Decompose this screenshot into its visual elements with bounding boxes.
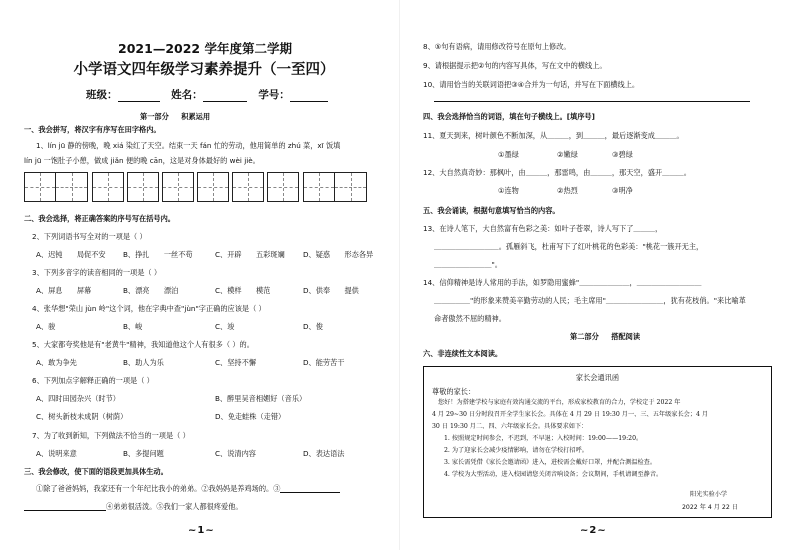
writing-grid-6[interactable] — [232, 172, 264, 202]
page-number-1: ~1~ — [188, 525, 215, 536]
q2-item4-opt-c[interactable]: C、竣 — [215, 322, 235, 331]
sec6-heading: 六、非连续性文本阅读。 — [423, 349, 503, 358]
sec5-heading: 五、我会诵读，根据句意填写恰当的内容。 — [423, 206, 560, 215]
q2-item3-opt-b[interactable]: B、漂亮 漂泊 — [123, 286, 179, 295]
q2-item2-opt-c[interactable]: C、开辟 五彩斑斓 — [215, 250, 285, 259]
writing-grid-3[interactable] — [127, 172, 159, 202]
q2-item3: 3、下列多音字的读音相同的一项是（ ） — [32, 268, 162, 277]
q3-line1-text: ①除了爸爸妈妈，我家还有一个年纪比我小的弟弟。②我妈妈是养鸡场的。③ — [36, 484, 281, 493]
q2-item5-opt-a[interactable]: A、敢为争先 — [36, 358, 77, 367]
q2-item5-opt-c[interactable]: C、坚持不懈 — [215, 358, 256, 367]
writing-grid-7[interactable] — [267, 172, 299, 202]
parent-meeting-notice — [423, 366, 772, 518]
q2-item2: 2、下列词语书写全对的一项是（ ） — [32, 232, 147, 241]
name-field[interactable] — [203, 101, 247, 102]
q2-item6: 6、下列加点字解释正确的一项是（ ） — [32, 376, 154, 385]
q3-blank-2[interactable] — [24, 510, 106, 511]
q2-item4-opt-d[interactable]: D、俊 — [303, 322, 323, 331]
notice-item-4: 4. 学校为大型活动，进入校园请您关闭音响设备；会议期间，手机请调至静音。 — [444, 471, 663, 478]
q2-item6-opt-c[interactable]: C、树头新枝未成阴（树荫） — [36, 412, 128, 421]
q13-line1: 13、在诗人笔下，大自然富有色彩之美：如叶子苍翠，诗人写下了＿＿＿， — [423, 224, 663, 233]
year-title: 2021—2022 学年度第二学期 — [118, 41, 292, 56]
sec4-heading: 四、我会选择恰当的词语，填在句子横线上。[填序号] — [423, 112, 595, 121]
q8: 8、⑤句有语病，请用修改符号在原句上修改。 — [423, 42, 571, 51]
writing-grid-2[interactable] — [92, 172, 124, 202]
class-label: 班级： — [86, 89, 118, 101]
number-field[interactable] — [290, 101, 328, 102]
notice-para-1: 您好！为搭建学校与家庭有效沟通交流的平台，形成家校教育的合力，学校定于 2022 年 — [438, 399, 681, 406]
q13-line3: ＿＿＿＿＿＿＿＿"。 — [434, 260, 502, 269]
q2-item2-opt-d[interactable]: D、疑惑 形态各异 — [303, 250, 374, 259]
q12: 12、大自然真奇妙：那枫叶，由＿＿＿，那雷鸣，由＿＿＿，那天空，盛开＿＿＿。 — [423, 168, 691, 177]
q11-opt-1[interactable]: ①墨绿 — [498, 150, 519, 159]
q1-line1: 1、lín jū 静的傍晚，晚 xiá 染红了天空。结束一天 fán 忙的劳动，他用简单的 zhú 菜，xī 饭填 — [36, 141, 341, 150]
student-info — [86, 89, 328, 102]
writing-grid-5[interactable] — [197, 172, 229, 202]
q11-opt-3[interactable]: ③碧绿 — [612, 150, 633, 159]
q2-item4-opt-b[interactable]: B、峻 — [123, 322, 143, 331]
q12-opt-2[interactable]: ②热烈 — [557, 186, 578, 195]
q10-answer-line[interactable] — [434, 101, 750, 102]
q2-item6-opt-b[interactable]: B、醉里吴音相媚好（音乐） — [215, 394, 307, 403]
notice-item-1: 1. 按照规定时间参会，不迟到，不早退；入校时间：19:00——19:20。 — [444, 435, 643, 442]
q2-item7-opt-d[interactable]: D、表达语法 — [303, 449, 345, 458]
q2-item7: 7、为了收到新知，下列做法不恰当的一项是（ ） — [32, 431, 190, 440]
part2-subtitle: 搭配阅读 — [611, 332, 641, 341]
q3-line1 — [36, 484, 340, 493]
q2-item6-opt-d[interactable]: D、免走蛙株（走错） — [215, 412, 286, 421]
q2-item5: 5、大家都夸奖他是有"老黄牛"精神，我知道他这个人有很多（ ）的。 — [32, 340, 254, 349]
notice-school: 阳光实验小学 — [690, 491, 728, 498]
page-divider — [399, 0, 400, 550]
notice-date: 2022 年 4 月 22 日 — [682, 504, 738, 511]
q10: 10、请用恰当的关联词语把③④合并为一句话，并写在下面横线上。 — [423, 80, 640, 89]
writing-grid-1[interactable] — [24, 172, 88, 202]
q14-line1: 14、信仰精神是诗人常用的手法，如罗隐用蜜蜂"＿＿＿＿＿＿＿，＿＿＿＿＿＿＿＿＿ — [423, 278, 702, 287]
q1-heading: 一、我会拼写，将汉字有序写在田字格内。 — [24, 125, 161, 134]
notice-item-3: 3. 家长需凭借《家长会邀请函》进入，进校需会戴好口罩，并配合测温检查。 — [444, 459, 657, 466]
q2-item4-opt-a[interactable]: A、骏 — [36, 322, 56, 331]
q14-line3: 命者傲然不屈的精神。 — [434, 314, 506, 323]
notice-greeting: 尊敬的家长： — [432, 387, 476, 396]
q2-item4: 4、张华想"荣山 jùn 岭"这个词，他在字典中查"jùn"字正确的应该是（ ） — [32, 304, 266, 313]
q2-item7-opt-a[interactable]: A、说明来意 — [36, 449, 77, 458]
q2-item7-opt-b[interactable]: B、多提问题 — [123, 449, 164, 458]
page-number-2: ~2~ — [580, 525, 607, 536]
q2-item7-opt-c[interactable]: C、说清内容 — [215, 449, 256, 458]
notice-title: 家长会通讯函 — [575, 373, 620, 382]
name-label: 姓名： — [171, 89, 203, 101]
part1-subtitle: 积累运用 — [181, 112, 211, 121]
q9: 9、请根据提示把②句的内容写具体，写在文中的横线上。 — [423, 61, 607, 70]
notice-item-2: 2. 为了迎家长会减少疫情影响，请勿在学校打招呼。 — [444, 447, 588, 454]
q3-blank-1[interactable] — [280, 492, 340, 493]
q14-line2: ＿＿＿＿＿"的形象来赞美辛勤劳动的人民；毛主席用"＿＿＿＿＿＿＿＿，犹有花枝俏。"来比喻革 — [434, 296, 746, 305]
q1-line2: lín jū 一饱肚子小憩，做成 jiǎn 便的晚 cān，这是对身体最好的 wèi jiè。 — [24, 156, 260, 165]
q2-heading: 二、我会选择，将正确答案的序号写在括号内。 — [24, 214, 175, 223]
q2-item2-opt-b[interactable]: B、挣扎 一丝不苟 — [123, 250, 193, 259]
q2-item5-opt-b[interactable]: B、助人为乐 — [123, 358, 164, 367]
notice-para-3: 30 日 19:30 月二、四、六年级家长会。具体要求如下： — [432, 423, 588, 430]
part1-title — [140, 112, 210, 121]
q2-item3-opt-d[interactable]: D、供奉 提供 — [303, 286, 359, 295]
q11: 11、夏天到来，树叶颜色不断加深，从＿＿＿，到＿＿＿，最后逐渐变成＿＿＿。 — [423, 131, 684, 140]
q13-line2: ＿＿＿＿＿＿＿＿＿。孤雁斜飞，杜甫写下了红叶桃花的色彩美："桃花一簇开无主， — [434, 242, 704, 251]
q2-item3-opt-a[interactable]: A、屏息 屏幕 — [36, 286, 92, 295]
main-title: 小学语文四年级学习素养提升（一至四） — [73, 62, 335, 78]
part2-title — [570, 332, 640, 341]
q11-opt-2[interactable]: ②嫩绿 — [557, 150, 578, 159]
number-label: 学号： — [258, 89, 290, 101]
q12-opt-1[interactable]: ①连物 — [498, 186, 519, 195]
writing-grid-8[interactable] — [303, 172, 367, 202]
q12-opt-3[interactable]: ③明净 — [612, 186, 633, 195]
notice-para-2: 4 月 29~30 日分时段召开全学生家长会。具体在 4 月 29 日 19:30 月一、三、五年级家长会；4 月 — [432, 411, 709, 418]
part1-label: 第一部分 — [140, 112, 169, 121]
q2-item5-opt-d[interactable]: D、能劳苦干 — [303, 358, 345, 367]
q3-line2-text: ④弟弟很活泼。⑤我们一家人都很疼爱他。 — [106, 502, 243, 511]
q3-heading: 三、我会修改，使下面的语段更加具体生动。 — [24, 467, 168, 476]
q3-line2 — [24, 502, 243, 511]
q2-item2-opt-a[interactable]: A、迟钝 局促不安 — [36, 250, 106, 259]
q2-item6-opt-a[interactable]: A、四时田园杂兴（时节） — [36, 394, 120, 403]
q2-item3-opt-c[interactable]: C、模样 模范 — [215, 286, 271, 295]
writing-grid-4[interactable] — [162, 172, 194, 202]
part2-label: 第二部分 — [570, 332, 599, 341]
class-field[interactable] — [118, 101, 160, 102]
